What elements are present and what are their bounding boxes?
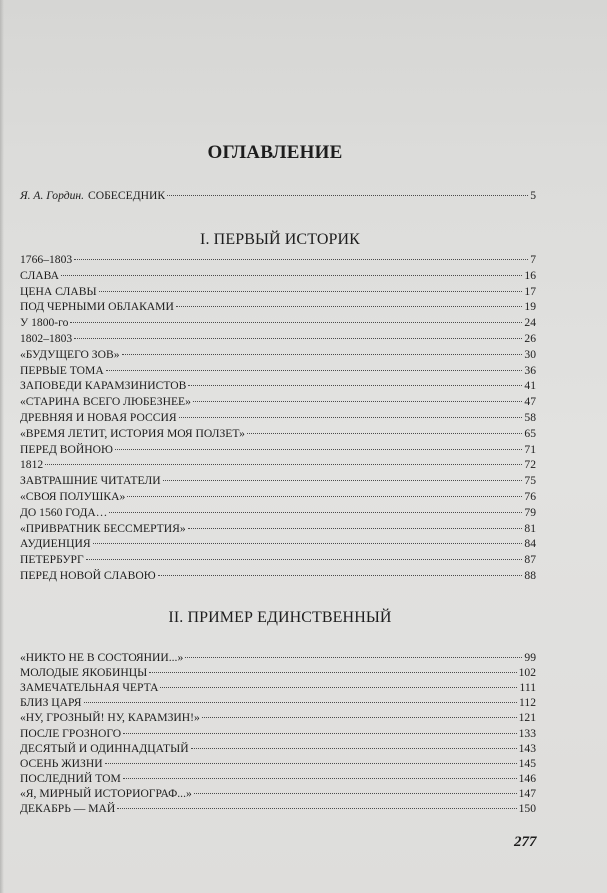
toc-entry-label: ПЕРЕД ВОЙНОЮ [20, 442, 113, 456]
dot-leader [185, 657, 522, 658]
dot-leader [160, 687, 517, 688]
dot-leader [123, 733, 516, 734]
toc-entry [20, 315, 536, 331]
dot-leader [74, 259, 528, 260]
toc-entry [20, 521, 536, 537]
toc-entry-label: МОЛОДЫЕ ЯКОБИНЦЫ [20, 666, 148, 680]
toc-entry [20, 489, 536, 505]
toc-entry-page-number: 121 [518, 711, 536, 725]
toc-entry [20, 284, 536, 300]
toc-entry [20, 650, 536, 666]
toc-entry-label: ОСЕНЬ ЖИЗНИ [20, 756, 103, 770]
toc-entry-page-number: 47 [524, 395, 536, 409]
toc-entry-page-number: 26 [524, 332, 536, 345]
toc-entry [20, 726, 536, 742]
dot-leader [127, 496, 522, 497]
dot-leader [74, 338, 522, 339]
foreword-label-group [20, 188, 165, 204]
toc-entry [20, 442, 536, 458]
toc-entry [20, 299, 536, 315]
foreword-title: СОБЕСЕДНИК [88, 189, 166, 202]
toc-entry-label: ПЕТЕРБУРГ [20, 553, 84, 567]
dot-leader [115, 449, 522, 450]
section-title-2: II. ПРИМЕР ЕДИНСТВЕННЫЙ [168, 609, 392, 626]
toc-entry-label: ЦЕНА СЛАВЫ [20, 284, 97, 298]
toc-entry-label: ДРЕВНЯЯ И НОВАЯ РОССИЯ [20, 411, 177, 424]
toc-entry-page-number: 7 [530, 253, 536, 266]
toc-entry-page-number: 65 [524, 426, 536, 440]
dot-leader [109, 512, 522, 513]
toc-entry [20, 552, 536, 568]
dot-leader [158, 575, 523, 576]
toc-entry-label: «Я, МИРНЫЙ ИСТОРИОГРАФ...» [20, 786, 192, 800]
toc-entry [20, 410, 536, 426]
toc-entry-page-number: 19 [524, 300, 536, 314]
toc-entry-label: ДО 1560 ГОДА… [20, 505, 108, 519]
toc-title: ОГЛАВЛЕНИЕ [207, 142, 343, 163]
toc-entry-page-number: 41 [524, 379, 536, 393]
toc-entry-page-number: 87 [524, 553, 536, 567]
toc-entry-label: АУДИЕНЦИЯ [20, 537, 91, 551]
dot-leader [247, 433, 522, 434]
toc-entry [20, 568, 536, 584]
toc-entry-page-number: 111 [519, 681, 536, 695]
toc-entry-page-number: 81 [524, 521, 536, 535]
dot-leader [86, 559, 523, 560]
dot-leader [84, 702, 518, 703]
toc-entry [20, 665, 536, 681]
dot-leader [70, 322, 522, 323]
dot-leader [105, 763, 517, 764]
toc-entry-label: ДЕСЯТЫЙ И ОДИННАДЦАТЫЙ [20, 741, 189, 755]
toc-entry-page-number: 146 [518, 771, 536, 785]
foreword-author: Я. А. Гордин. [20, 189, 85, 202]
toc-entry-page-number: 36 [524, 363, 536, 377]
toc-entry [20, 741, 536, 757]
dot-leader [167, 195, 528, 196]
dot-leader [93, 543, 523, 544]
toc-entry-label: «ПРИВРАТНИК БЕССМЕРТИЯ» [20, 521, 186, 535]
toc-entry-label: СЛАВА [20, 268, 60, 282]
toc-entry-label: ПОСЛЕ ГРОЗНОГО [20, 726, 122, 740]
toc-entry-label: «СТАРИНА ВСЕГО ЛЮБЕЗНЕЕ» [20, 395, 191, 409]
toc-entry-label: ЗАМЕЧАТЕЛЬНАЯ ЧЕРТА [20, 681, 159, 695]
toc-entry-page-number: 150 [518, 802, 536, 815]
toc-entry-foreword [20, 188, 536, 204]
toc-entry [20, 786, 536, 802]
dot-leader [163, 480, 523, 481]
dot-leader [106, 370, 523, 371]
toc-entry-page-number: 24 [524, 316, 536, 330]
toc-entry-page-number: 72 [524, 458, 536, 472]
toc-entry-page-number: 75 [524, 474, 536, 488]
toc-entry-label: 1766–1803 [20, 253, 73, 266]
dot-leader [99, 291, 523, 292]
toc-entry [20, 347, 536, 363]
toc-entry-label: ПОСЛЕДНИЙ ТОМ [20, 771, 121, 785]
toc-entry-page-number: 58 [524, 411, 536, 424]
toc-entry-page-number: 30 [524, 347, 536, 361]
toc-entry-page-number: 76 [524, 490, 536, 503]
toc-entry [20, 473, 536, 489]
toc-entry [20, 394, 536, 410]
dot-leader [188, 528, 523, 529]
toc-entry-label: 1802–1803 [20, 332, 73, 345]
toc-entry-page-number: 17 [524, 284, 536, 298]
toc-entry-page-number: 71 [524, 442, 536, 456]
toc-entry-page-number: 145 [518, 756, 536, 770]
toc-entry-page-number: 112 [519, 696, 536, 710]
toc-entry [20, 771, 536, 787]
toc-entry-page-number: 133 [518, 726, 536, 740]
toc-entry [20, 252, 536, 268]
dot-leader [194, 793, 517, 794]
toc-entry-label: ЗАПОВЕДИ КАРАМЗИНИСТОВ [20, 379, 187, 393]
dot-leader [191, 748, 517, 749]
dot-leader [179, 417, 523, 418]
toc-entry-page-number: 147 [518, 786, 536, 800]
toc-entry [20, 268, 536, 284]
toc-entry [20, 363, 536, 379]
toc-entry-page-number: 102 [518, 666, 536, 680]
dot-leader [123, 778, 517, 779]
toc-entry [20, 710, 536, 726]
dot-leader [122, 354, 523, 355]
dot-leader [188, 385, 522, 386]
toc-entry-label: «БУДУЩЕГО ЗОВ» [20, 347, 120, 361]
toc-entry-label: 1812 [20, 458, 44, 472]
dot-leader [149, 672, 516, 673]
toc-entry-label: БЛИЗ ЦАРЯ [20, 696, 82, 710]
toc-entry [20, 331, 536, 347]
toc-entry-page-number: 16 [524, 268, 536, 282]
toc-entry-label: ПОД ЧЕРНЫМИ ОБЛАКАМИ [20, 300, 174, 314]
toc-entry-label: «НУ, ГРОЗНЫЙ! НУ, КАРАМЗИН!» [20, 711, 200, 725]
dot-leader [61, 275, 522, 276]
toc-entry-label: ДЕКАБРЬ — МАЙ [20, 802, 116, 815]
dot-leader [117, 808, 516, 809]
toc-entry-label: ПЕРВЫЕ ТОМА [20, 363, 104, 377]
page-edge-shadow [0, 0, 4, 893]
section-title-1: I. ПЕРВЫЙ ИСТОРИК [200, 231, 360, 248]
foreword-page-number: 5 [530, 189, 536, 202]
toc-entry [20, 536, 536, 552]
toc-entry-label: «НИКТО НЕ В СОСТОЯНИИ...» [20, 651, 184, 664]
page-number: 277 [514, 834, 537, 850]
toc-entry [20, 378, 536, 394]
dot-leader [193, 401, 523, 402]
toc-entry [20, 756, 536, 772]
toc-entry-label: У 1800-го [20, 316, 69, 330]
toc-entry-page-number: 99 [524, 651, 536, 664]
toc-entry-page-number: 79 [524, 505, 536, 519]
toc-entry [20, 457, 536, 473]
dot-leader [176, 306, 523, 307]
toc-entry-page-number: 84 [524, 537, 536, 551]
toc-entry [20, 695, 536, 711]
toc-entry-page-number: 143 [518, 741, 536, 755]
toc-entry-label: «СВОЯ ПОЛУШКА» [20, 490, 126, 503]
dot-leader [202, 717, 517, 718]
toc-entry-label: ПЕРЕД НОВОЙ СЛАВОЮ [20, 569, 156, 582]
toc-entry [20, 680, 536, 696]
toc-entry-label: ЗАВТРАШНИЕ ЧИТАТЕЛИ [20, 474, 161, 488]
toc-entry-page-number: 88 [524, 569, 536, 582]
dot-leader [45, 464, 522, 465]
toc-entry [20, 505, 536, 521]
toc-entry [20, 801, 536, 817]
toc-entry [20, 426, 536, 442]
toc-entry-label: «ВРЕМЯ ЛЕТИТ, ИСТОРИЯ МОЯ ПОЛЗЕТ» [20, 426, 245, 440]
